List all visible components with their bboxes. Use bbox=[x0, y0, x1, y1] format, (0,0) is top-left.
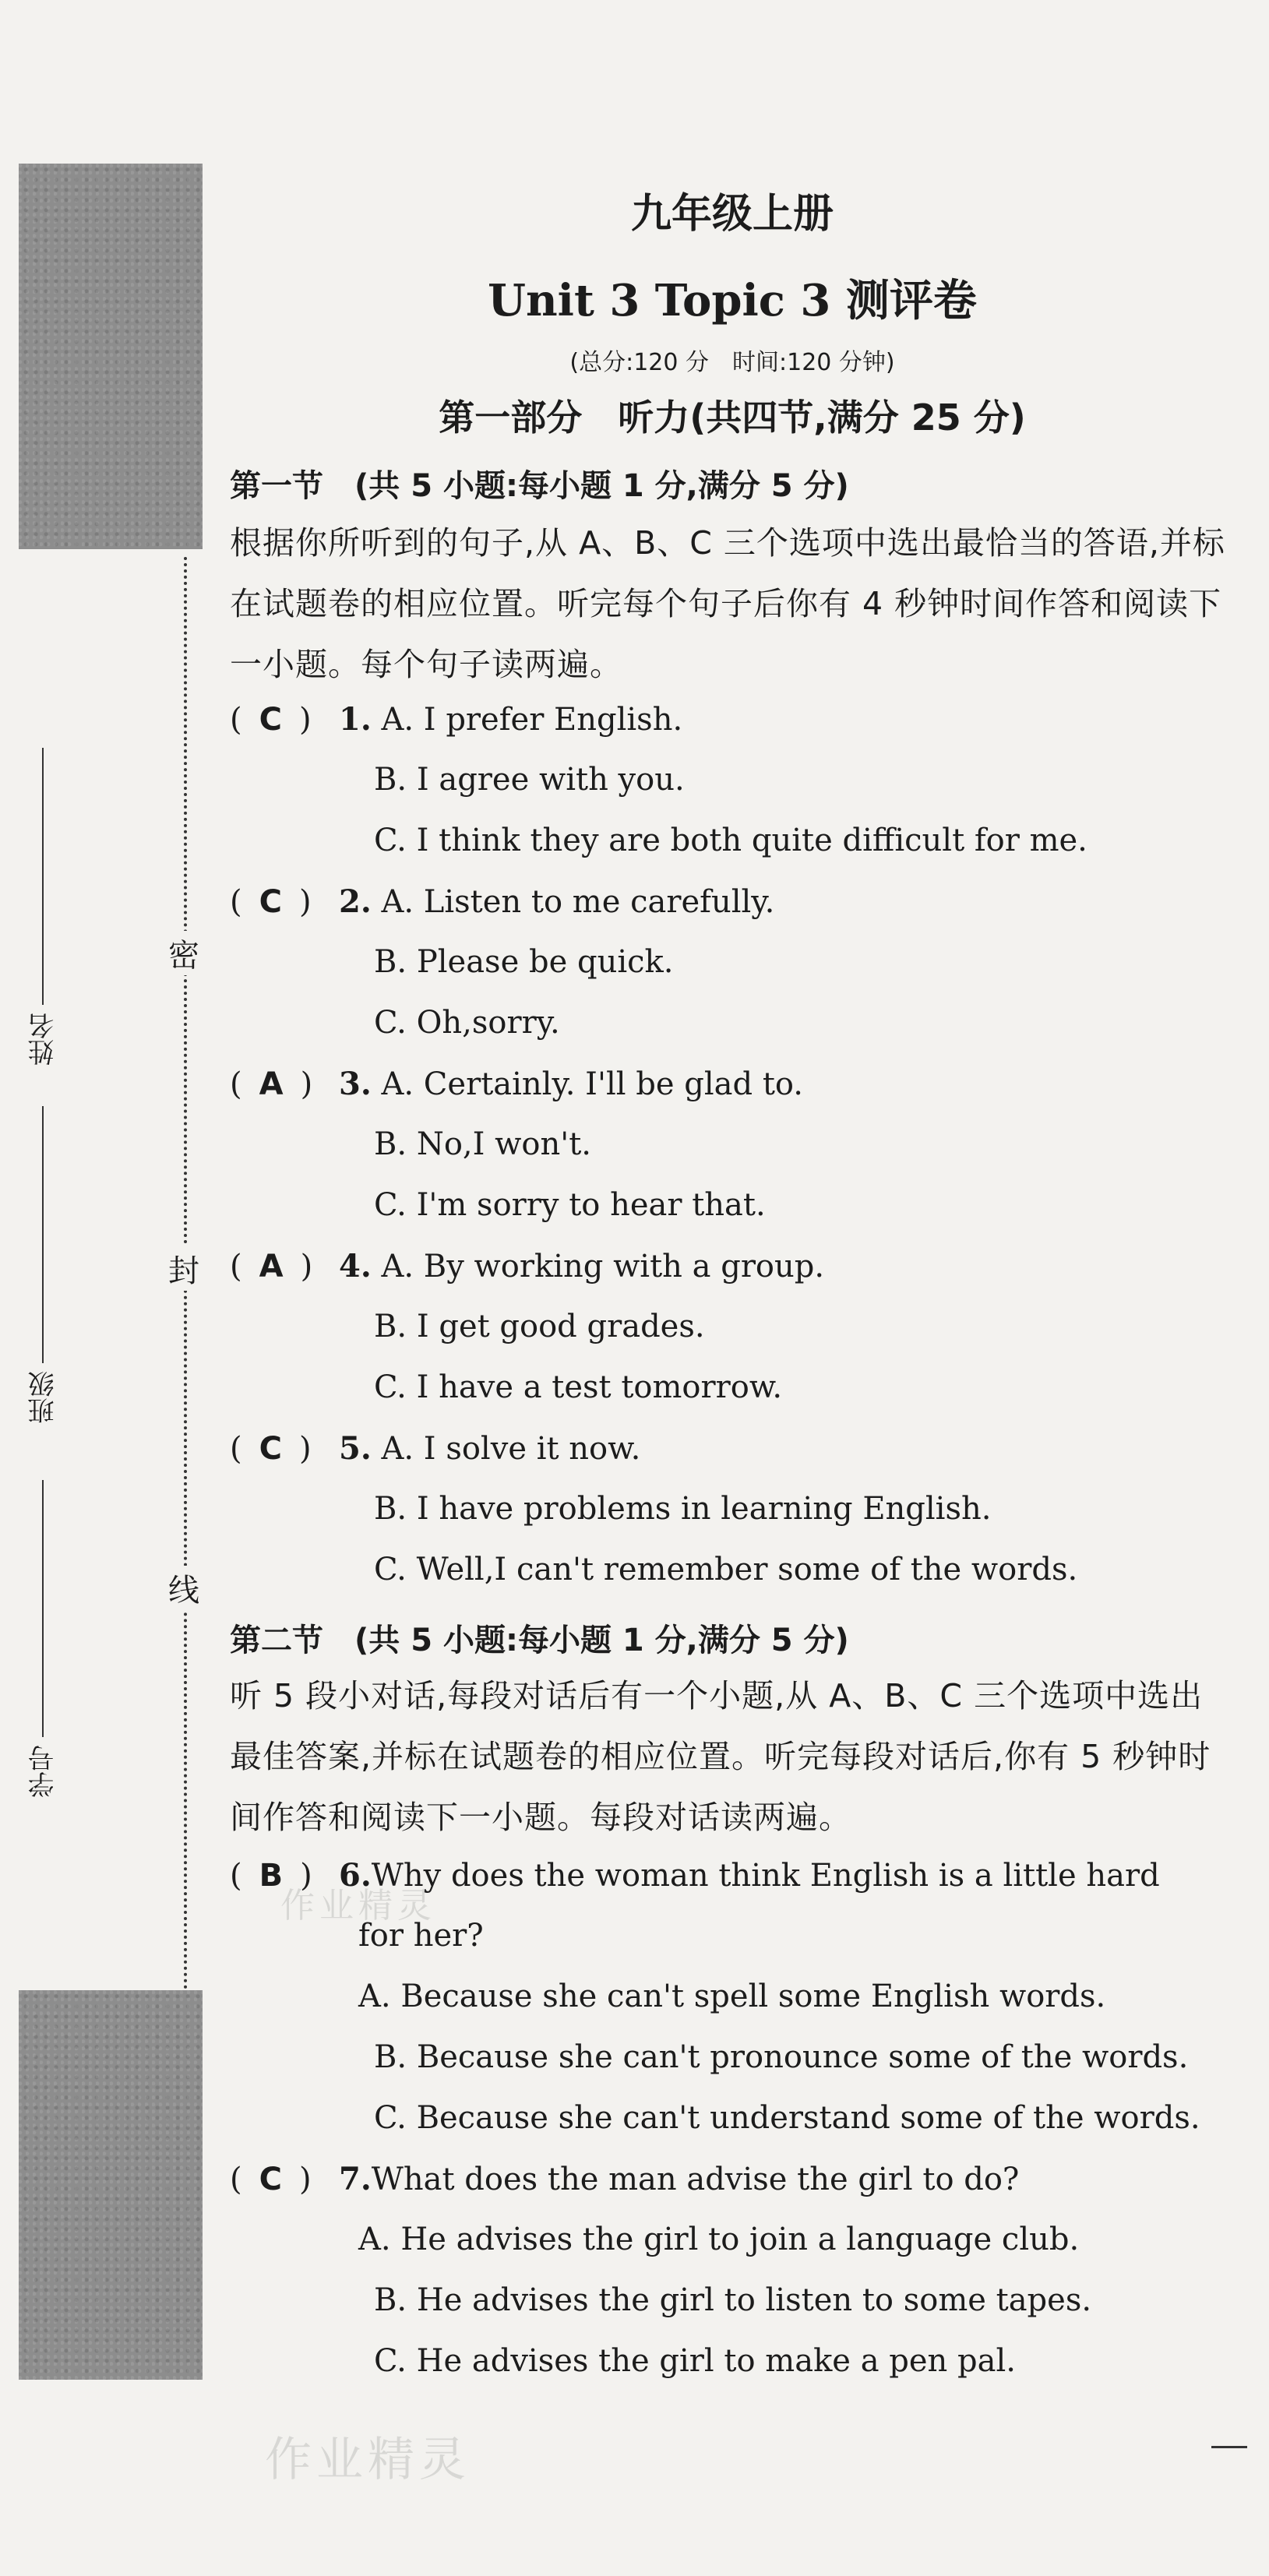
section2-heading bbox=[230, 1616, 849, 1660]
answer-3: A bbox=[259, 1066, 284, 1102]
section1-instructions: 根据你所听到的句子,从 A、B、C 三个选项中选出最恰当的答语,并标在试题卷的相应位置。听完每个句子后你有 4 秒钟时间作答和阅读下一小题。每个句子读两遍。 bbox=[230, 524, 1225, 683]
class-field bbox=[23, 1106, 62, 1424]
q5-option-c: C. Well,I can't remember some of the words. bbox=[374, 1552, 1078, 1588]
page-dash bbox=[1211, 2446, 1247, 2448]
q7-stem: What does the man advise the girl to do? bbox=[371, 2162, 1020, 2197]
grade-title: 九年级上册 bbox=[630, 191, 834, 238]
q5-option-b: B. I have problems in learning English. bbox=[374, 1491, 992, 1527]
q5-option-a: A. I solve it now. bbox=[381, 1431, 641, 1467]
part-title: 第一部分 听力(共四节,满分 25 分) bbox=[439, 396, 1026, 439]
section2-instructions: 听 5 段小对话,每段对话后有一个小题,从 A、B、C 三个选项中选出最佳答案,并标在试题卷的相应位置。听完每段对话后,你有 5 秒钟时间作答和阅读下一小题。每段对话读两遍。 bbox=[230, 1677, 1211, 1836]
q1-option-c: C. I think they are both quite difficult for me. bbox=[374, 823, 1087, 858]
q6-stem: Why does the woman think English is a little hard bbox=[371, 1858, 1160, 1894]
question-2: ( C ) 2. A. Listen to me carefully. bbox=[230, 883, 775, 920]
seal-char-xian: 线 bbox=[167, 1566, 201, 1610]
question-number-2: 2. bbox=[339, 883, 372, 920]
section1-title: 第一节 bbox=[230, 468, 323, 504]
q2-option-a: A. Listen to me carefully. bbox=[381, 884, 775, 920]
student-id-line bbox=[42, 1480, 44, 1737]
q6-stem-continued: for her? bbox=[358, 1918, 484, 1954]
q7-option-b: B. He advises the girl to listen to some tapes. bbox=[374, 2282, 1092, 2318]
answer-4: A bbox=[259, 1249, 284, 1284]
answer-7: C bbox=[259, 2162, 282, 2197]
q6-option-c: C. Because she can't understand some of the words. bbox=[374, 2100, 1200, 2136]
name-field bbox=[23, 748, 62, 1066]
q2-option-c: C. Oh,sorry. bbox=[374, 1005, 560, 1041]
seal-char-mi: 密 bbox=[167, 931, 201, 975]
watermark-small: 作业精灵 bbox=[280, 1886, 436, 1926]
section1-note: (共 5 小题:每小题 1 分,满分 5 分) bbox=[354, 468, 849, 504]
q3-option-c: C. I'm sorry to hear that. bbox=[374, 1187, 766, 1223]
name-line bbox=[42, 748, 44, 1005]
q3-option-b: B. No,I won't. bbox=[374, 1126, 592, 1162]
student-id-label: 学号 bbox=[27, 1745, 59, 1798]
watermark-large: 作业精灵 bbox=[265, 2433, 471, 2487]
q7-option-a: A. He advises the girl to join a language club. bbox=[358, 2222, 1080, 2257]
name-label: 姓名 bbox=[27, 1013, 59, 1066]
question-number-6: 6. bbox=[339, 1857, 372, 1894]
student-id-field bbox=[23, 1480, 62, 1798]
q6-option-b: B. Because she can't pronounce some of the words. bbox=[374, 2039, 1189, 2075]
answer-1: C bbox=[259, 702, 282, 738]
question-number-3: 3. bbox=[339, 1066, 372, 1102]
question-number-7: 7. bbox=[339, 2161, 372, 2197]
q1-option-b: B. I agree with you. bbox=[374, 762, 685, 798]
question-4: ( A ) 4. A. By working with a group. bbox=[230, 1248, 825, 1284]
q4-option-a: A. By working with a group. bbox=[381, 1249, 825, 1284]
answer-6: B bbox=[259, 1858, 284, 1894]
q2-option-b: B. Please be quick. bbox=[374, 944, 674, 980]
test-title: Unit 3 Topic 3 测评卷 bbox=[488, 275, 977, 326]
section2-title: 第二节 bbox=[230, 1623, 323, 1658]
question-3: ( A ) 3. A. Certainly. I'll be glad to. bbox=[230, 1066, 804, 1102]
q4-option-b: B. I get good grades. bbox=[374, 1309, 705, 1344]
q6-option-a: A. Because she can't spell some English words. bbox=[358, 1979, 1106, 2014]
answer-5: C bbox=[259, 1431, 282, 1467]
section2-note: (共 5 小题:每小题 1 分,满分 5 分) bbox=[354, 1623, 849, 1658]
q7-option-c: C. He advises the girl to make a pen pal. bbox=[374, 2343, 1016, 2379]
q3-option-a: A. Certainly. I'll be glad to. bbox=[381, 1066, 804, 1102]
question-6: ( B ) 6.Why does the woman think English is a little hard bbox=[230, 1857, 1160, 1894]
question-1: ( C ) 1. A. I prefer English. bbox=[230, 701, 683, 738]
score-time: (总分:120 分 时间:120 分钟) bbox=[569, 349, 895, 376]
section1-heading bbox=[230, 461, 849, 506]
question-7: ( C ) 7.What does the man advise the girl to do? bbox=[230, 2161, 1020, 2197]
question-number-5: 5. bbox=[339, 1430, 372, 1467]
answer-2: C bbox=[259, 884, 282, 920]
q1-option-a: A. I prefer English. bbox=[381, 702, 683, 738]
question-5: ( C ) 5. A. I solve it now. bbox=[230, 1430, 641, 1467]
class-line bbox=[42, 1106, 44, 1363]
question-number-1: 1. bbox=[339, 701, 372, 738]
binding-gray-block-top bbox=[19, 164, 203, 549]
seal-char-feng: 封 bbox=[167, 1246, 201, 1291]
class-label: 班级 bbox=[27, 1371, 59, 1424]
binding-gray-block-bottom bbox=[19, 1990, 203, 2380]
q4-option-c: C. I have a test tomorrow. bbox=[374, 1369, 783, 1405]
question-number-4: 4. bbox=[339, 1248, 372, 1284]
